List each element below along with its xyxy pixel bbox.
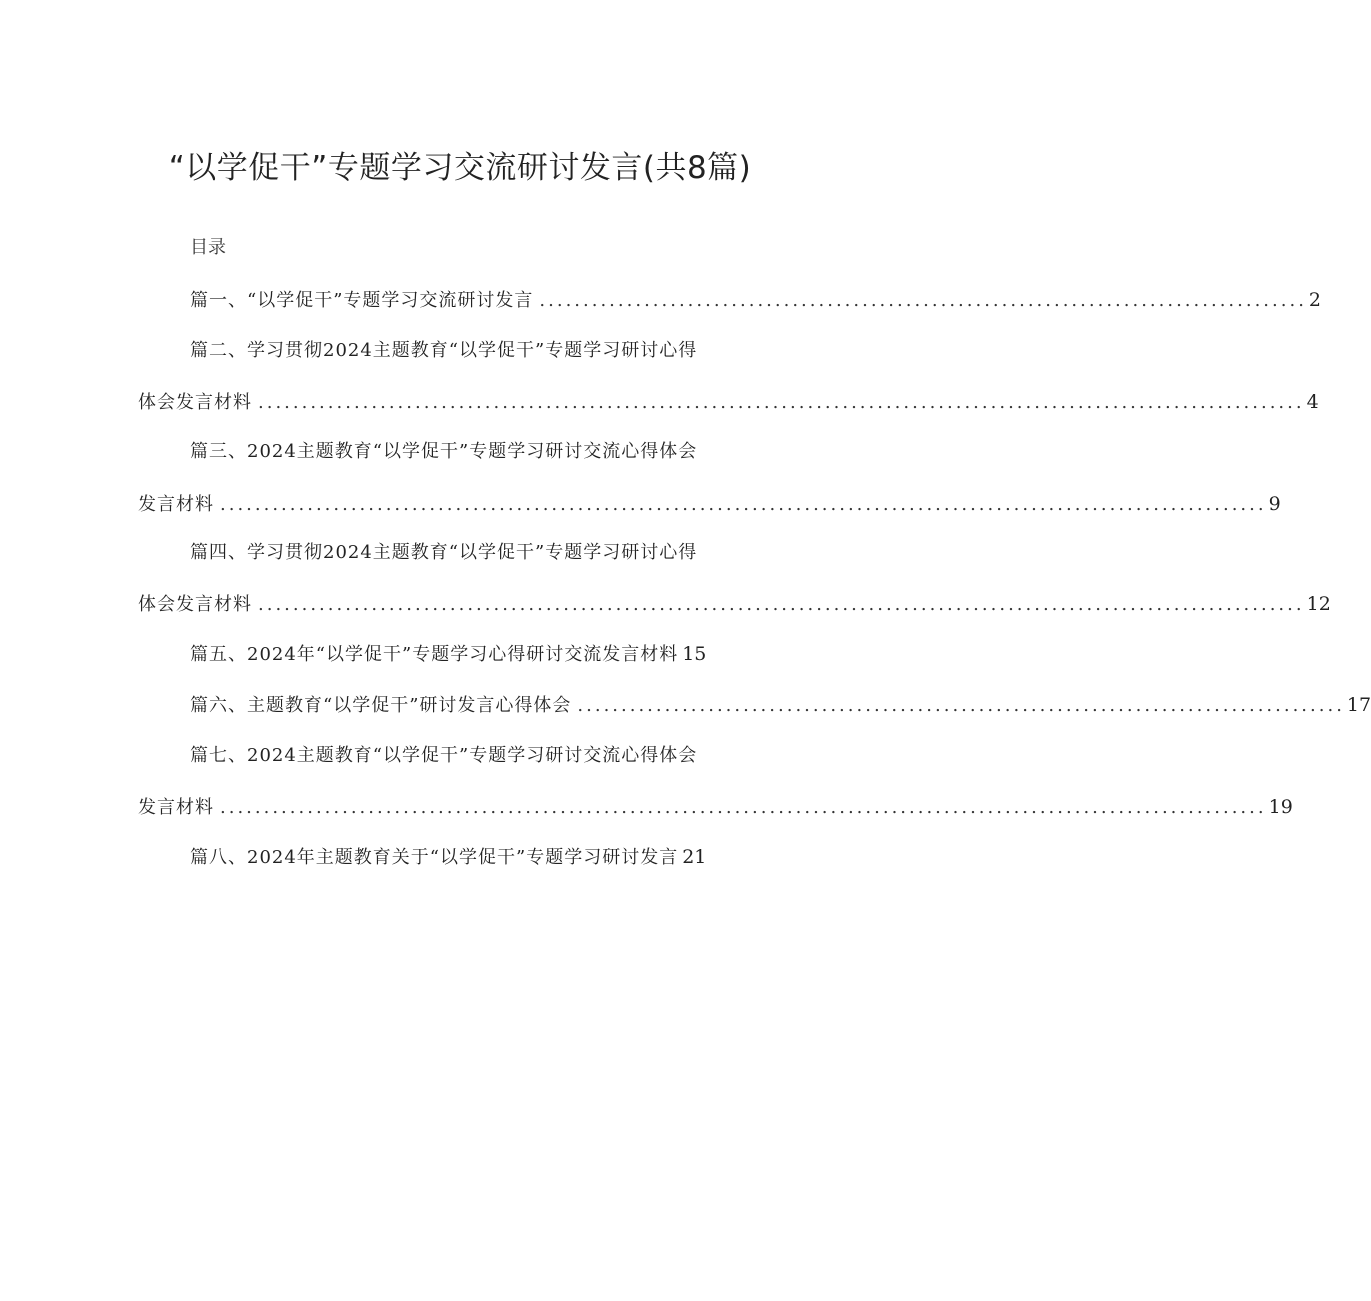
- toc-page-number: 4: [1306, 391, 1319, 413]
- toc-entry-title: 篇四、学习贯彻2024主题教育“以学促干”专题学习研讨心得: [190, 542, 698, 563]
- toc-entry-7-line1[interactable]: [190, 744, 790, 768]
- toc-entry-title-continued: 体会发言材料: [138, 594, 252, 615]
- toc-page-number: 19: [1268, 796, 1293, 818]
- toc-page-number: 21: [682, 846, 707, 868]
- toc-entry-title: 篇五、2024年“以学促干”专题学习心得研讨交流发言材料: [190, 644, 679, 665]
- toc-entry-2-line2[interactable]: [138, 390, 1319, 415]
- toc-entry-3-line2[interactable]: [138, 492, 1281, 517]
- toc-page-number: 2: [1308, 289, 1322, 311]
- toc-page-number: 12: [1306, 593, 1331, 615]
- toc-entry-8[interactable]: [190, 845, 790, 870]
- toc-entry-title: 篇七、2024主题教育“以学促干”专题学习研讨交流心得体会: [190, 745, 698, 766]
- toc-entry-7-line2[interactable]: [138, 795, 1293, 820]
- toc-entry-title-continued: 发言材料: [138, 797, 214, 818]
- dot-leader: ........................................................................................................................: [258, 392, 1305, 413]
- toc-entry-title-continued: 发言材料: [138, 494, 214, 515]
- toc-page-number: 17: [1346, 694, 1371, 716]
- toc-entry-title-continued: 体会发言材料: [138, 392, 252, 413]
- page-title: “以学促干”专题学习交流研讨发言(共8篇): [168, 150, 752, 186]
- toc-entry-title: 篇一、“以学促干”专题学习交流研讨发言: [190, 290, 534, 311]
- toc-entry-title: 篇二、学习贯彻2024主题教育“以学促干”专题学习研讨心得: [190, 340, 698, 361]
- dot-leader: ........................................................................................................................: [220, 494, 1267, 515]
- toc-entry-title: 篇八、2024年主题教育关于“以学促干”专题学习研讨发言: [190, 847, 679, 868]
- dot-leader: ........................................................................................: [539, 290, 1307, 311]
- dot-leader: ........................................................................................................................: [258, 594, 1305, 615]
- toc-page-number: 9: [1268, 493, 1281, 515]
- dot-leader: ........................................................................................: [577, 695, 1345, 716]
- toc-entry-2-line1[interactable]: [190, 339, 790, 363]
- toc-entry-3-line1[interactable]: [190, 440, 790, 464]
- toc-page-number: 15: [682, 643, 707, 665]
- dot-leader: ........................................................................................................................: [220, 797, 1267, 818]
- toc-entry-4-line2[interactable]: [138, 592, 1331, 617]
- toc-heading: 目录: [190, 237, 226, 258]
- toc-entry-title: 篇六、主题教育“以学促干”研讨发言心得体会: [190, 695, 572, 716]
- toc-entry-title: 篇三、2024主题教育“以学促干”专题学习研讨交流心得体会: [190, 441, 698, 462]
- toc-entry-5[interactable]: [190, 642, 790, 667]
- toc-entry-6[interactable]: [190, 693, 1371, 718]
- toc-entry-1[interactable]: [190, 288, 1322, 313]
- toc-entry-4-line1[interactable]: [190, 541, 790, 565]
